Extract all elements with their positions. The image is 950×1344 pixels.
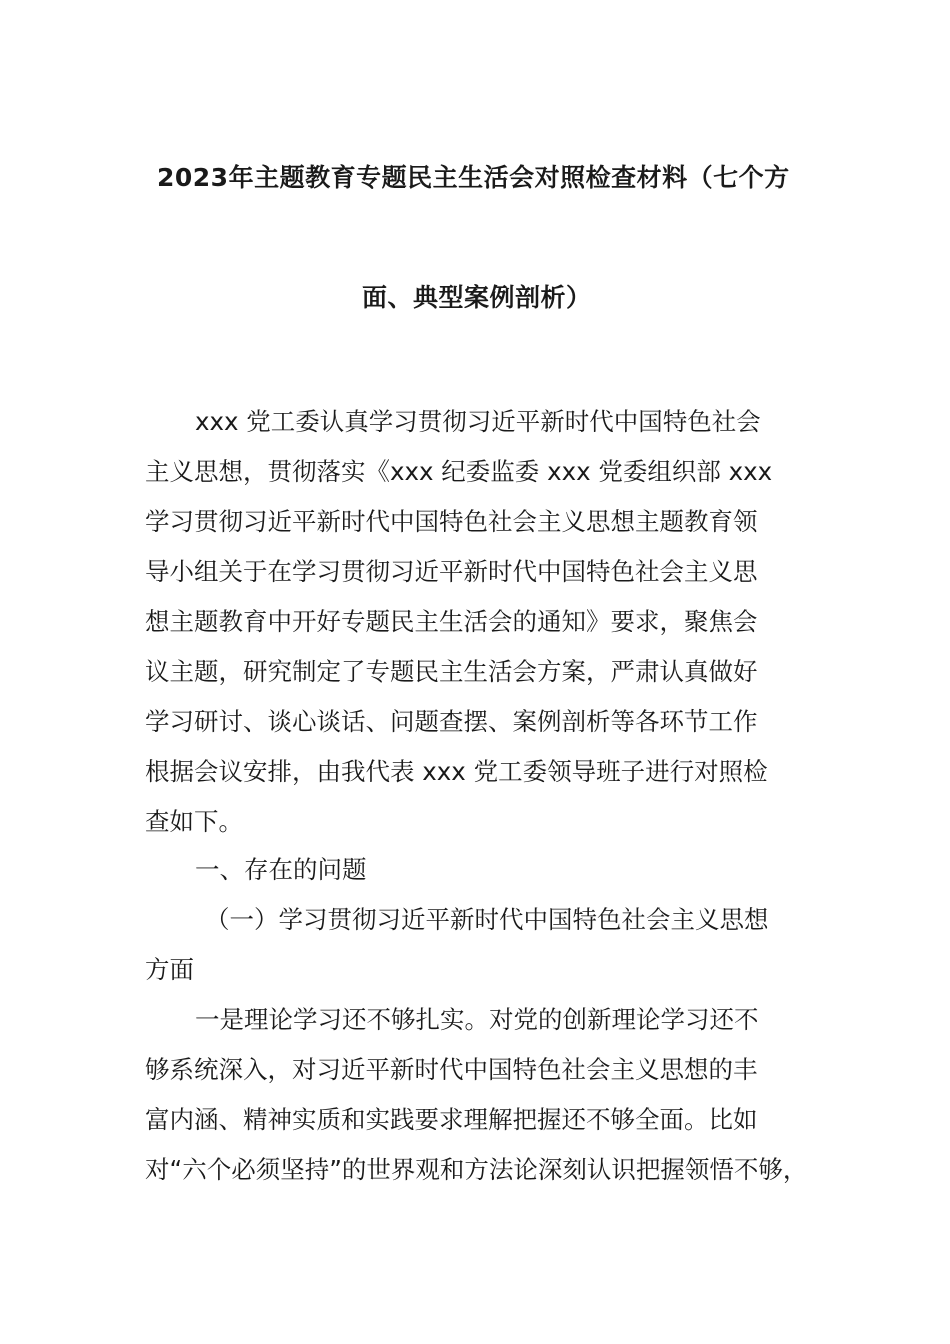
paragraph-line: xxx 党工委认真学习贯彻习近平新时代中国特色社会: [195, 407, 761, 436]
subsection-heading-line: 方面: [145, 955, 194, 984]
section-heading-text: 一、存在的问题: [195, 855, 367, 884]
paragraph-intro: [145, 397, 845, 847]
paragraph-line: 够系统深入，对习近平新时代中国特色社会主义思想的丰: [145, 1055, 758, 1084]
paragraph-line: 学习研讨、谈心谈话、问题查摆、案例剖析等各环节工作: [145, 707, 758, 736]
subsection-heading: [145, 895, 845, 995]
section-heading: [145, 845, 845, 895]
paragraph-line: 根据会议安排，由我代表 xxx 党工委领导班子进行对照检: [145, 757, 768, 786]
paragraph-line: 想主题教育中开好专题民主生活会的通知》要求，聚焦会: [145, 607, 758, 636]
paragraph-point-one: [145, 995, 845, 1195]
document-title-line-2: 面、典型案例剖析）: [362, 283, 592, 312]
paragraph-line: 议主题，研究制定了专题民主生活会方案，严肃认真做好: [145, 657, 758, 686]
paragraph-line: 导小组关于在学习贯彻习近平新时代中国特色社会主义思: [145, 557, 758, 586]
paragraph-line: 主义思想，贯彻落实《xxx 纪委监委 xxx 党委组织部 xxx: [145, 457, 773, 486]
paragraph-line: 对“六个必须坚持”的世界观和方法论深刻认识把握领悟不够，: [145, 1155, 808, 1184]
document-title-line-1: 2023年主题教育专题民主生活会对照检查材料（七个方: [157, 163, 790, 192]
subsection-heading-line: （一）学习贯彻习近平新时代中国特色社会主义思想: [205, 905, 769, 934]
paragraph-line: 富内涵、精神实质和实践要求理解把握还不够全面。比如: [145, 1105, 758, 1134]
paragraph-line: 一是理论学习还不够扎实。对党的创新理论学习还不: [195, 1005, 759, 1034]
paragraph-line: 学习贯彻习近平新时代中国特色社会主义思想主题教育领: [145, 507, 758, 536]
paragraph-line: 查如下。: [145, 807, 243, 836]
